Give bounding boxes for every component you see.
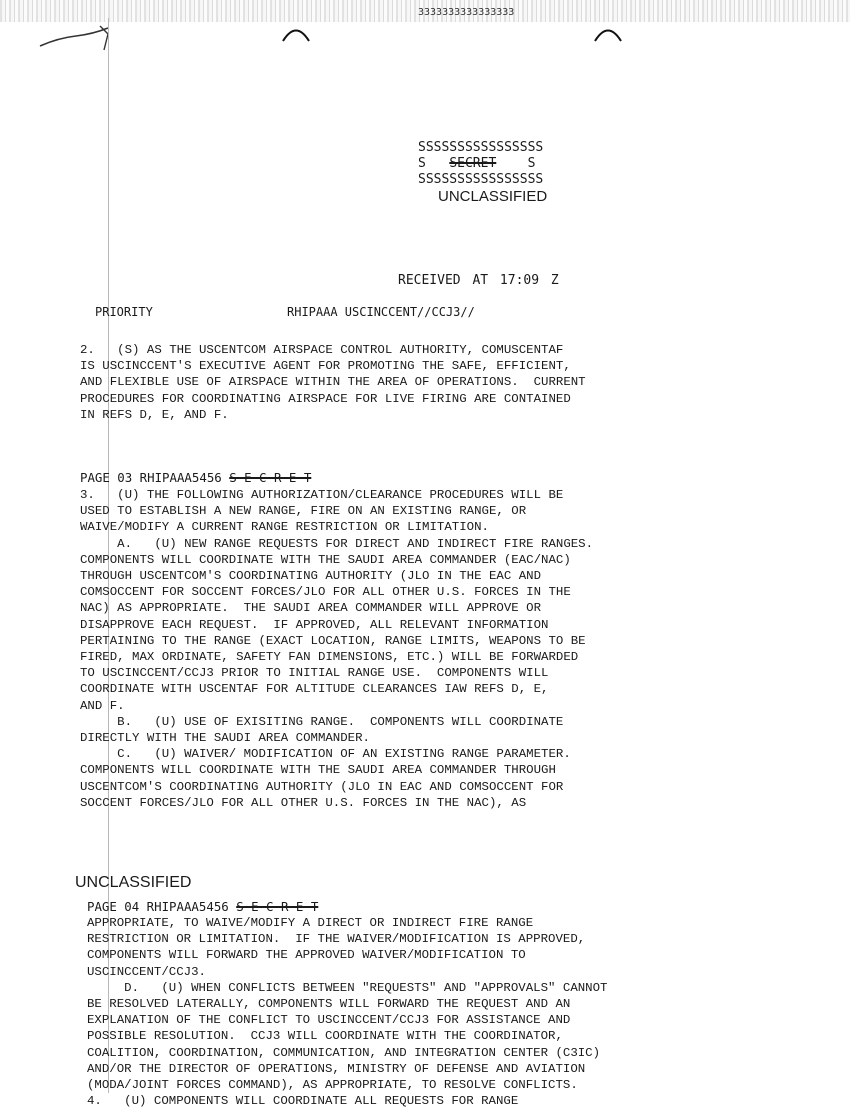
classification-line-1: SSSSSSSSSSSSSSSS xyxy=(418,140,544,155)
punch-hole-left-icon xyxy=(281,24,311,42)
struck-classification: SECRET xyxy=(449,156,497,171)
pen-mark-icon xyxy=(38,24,118,54)
routing-indicator: RHIPAAA USCINCCENT//CCJ3// xyxy=(287,305,475,319)
unclassified-marking-top: UNCLASSIFIED xyxy=(438,188,548,205)
page-04-header: PAGE 04 RHIPAAA5456 S E C R E T xyxy=(87,899,319,914)
paragraph-3-continued: APPROPRIATE, TO WAIVE/MODIFY A DIRECT OR INDIRECT FIRE RANGE RESTRICTION OR LIMITATION. IF THE WAIVER/MODIFICATION IS APPROVED, COMPONENTS WILL FORWARD THE APPROVED WAIVER/MODIFICATION TO USCINCCENT/CCJ3. D. (U) WHEN CONFLICTS BETWEEN "REQUESTS" AND "APPROVALS" CANNOT BE RESOLVED LATERALLY, COMPONENTS WILL FORWARD THE REQUEST AND AN EXPLANATION OF THE CONFLICT TO USCINCCENT/CCJ3 FOR ASSISTANCE AND POSSIBLE RESOLUTION. CCJ3 WILL COORDINATE WITH THE COORDINATOR, COALITION, COORDINATION, COMMUNICATION, AND INTEGRATION CENTER (C3IC) AND/OR THE DIRECTOR OF OPERATIONS, MINISTRY OF DEFENSE AND AVIATION (MODA/JOINT FORCES COMMAND), AS APPROPRIATE, TO RESOLVE CONFLICTS. 4. (U) COMPONENTS WILL COORDINATE ALL REQUESTS FOR RANGE xyxy=(87,916,608,1109)
paragraph-2: 2. (S) AS THE USCENTCOM AIRSPACE CONTROL AUTHORITY, COMUSCENTAF IS USCINCCENT'S EXECUTIVE AGENT FOR PROMOTING THE SAFE, EFFICIENT, AND FLEXIBLE USE OF AIRSPACE WITHIN THE AREA OF OPERATIONS. CURRENT PROCEDURES FOR COORDINATING AIRSPACE FOR LIVE FIRING ARE CONTAINED IN REFS D, E, AND F. xyxy=(80,343,586,422)
paragraph-3: 3. (U) THE FOLLOWING AUTHORIZATION/CLEARANCE PROCEDURES WILL BE USED TO ESTABLISH A NEW RANGE, FIRE ON AN EXISTING RANGE, OR WAIVE/MODIFY A CURRENT RANGE RESTRICTION OR LIMITATION. A. (U) NEW RANGE REQUESTS FOR DIRECT AND INDIRECT FIRE RANGES. COMPONENTS WILL COORDINATE WITH THE SAUDI AREA COMMANDER (EAC/NAC) THROUGH USCENTCOM'S COORDINATING AUTHORITY (JLO IN THE EAC AND COMSOCCENT FOR SOCCENT FORCES/JLO FOR ALL OTHER U.S. FORCES IN THE NAC) AS APPROPRIATE. THE SAUDI AREA COMMANDER WILL APPROVE OR DISAPPROVE EACH REQUEST. IF APPROVED, ALL RELEVANT INFORMATION PERTAINING TO THE RANGE (EXACT LOCATION, RANGE LIMITS, WEAPONS TO BE FIRED, MAX ORDINATE, SAFETY FAN DIMENSIONS, ETC.) WILL BE FORWARDED TO USCINCCENT/CCJ3 PRIOR TO INITIAL RANGE USE. COMPONENTS WILL COORDINATE WITH USCENTAF FOR ALTITUDE CLEARANCES IAW REFS D, E, AND F. B. (U) USE OF EXISITING RANGE. COMPONENTS WILL COORDINATE DIRECTLY WITH THE SAUDI AREA COMMANDER. C. (U) WAIVER/ MODIFICATION OF AN EXISTING RANGE PARAMETER. COMPONENTS WILL COORDINATE WITH THE SAUDI AREA COMMANDER THROUGH USCENTCOM'S COORDINATING AUTHORITY (JLO IN EAC AND COMSOCCENT FOR SOCCENT FORCES/JLO FOR ALL OTHER U.S. FORCES IN THE NAC), AS xyxy=(80,488,594,810)
precedence-label: PRIORITY xyxy=(95,305,153,319)
page-03-header: PAGE 03 RHIPAAA5456 S E C R E T xyxy=(80,470,312,485)
classification-line-3: SSSSSSSSSSSSSSSS xyxy=(418,172,544,187)
unclassified-marking-mid: UNCLASSIFIED xyxy=(75,874,192,891)
punch-hole-right-icon xyxy=(593,24,623,42)
classification-line-2: S SECRET S xyxy=(418,156,536,171)
top-strip-marks: 3333333333333333 xyxy=(418,7,515,18)
received-timestamp: RECEIVED AT 17:09 Z xyxy=(398,273,559,288)
